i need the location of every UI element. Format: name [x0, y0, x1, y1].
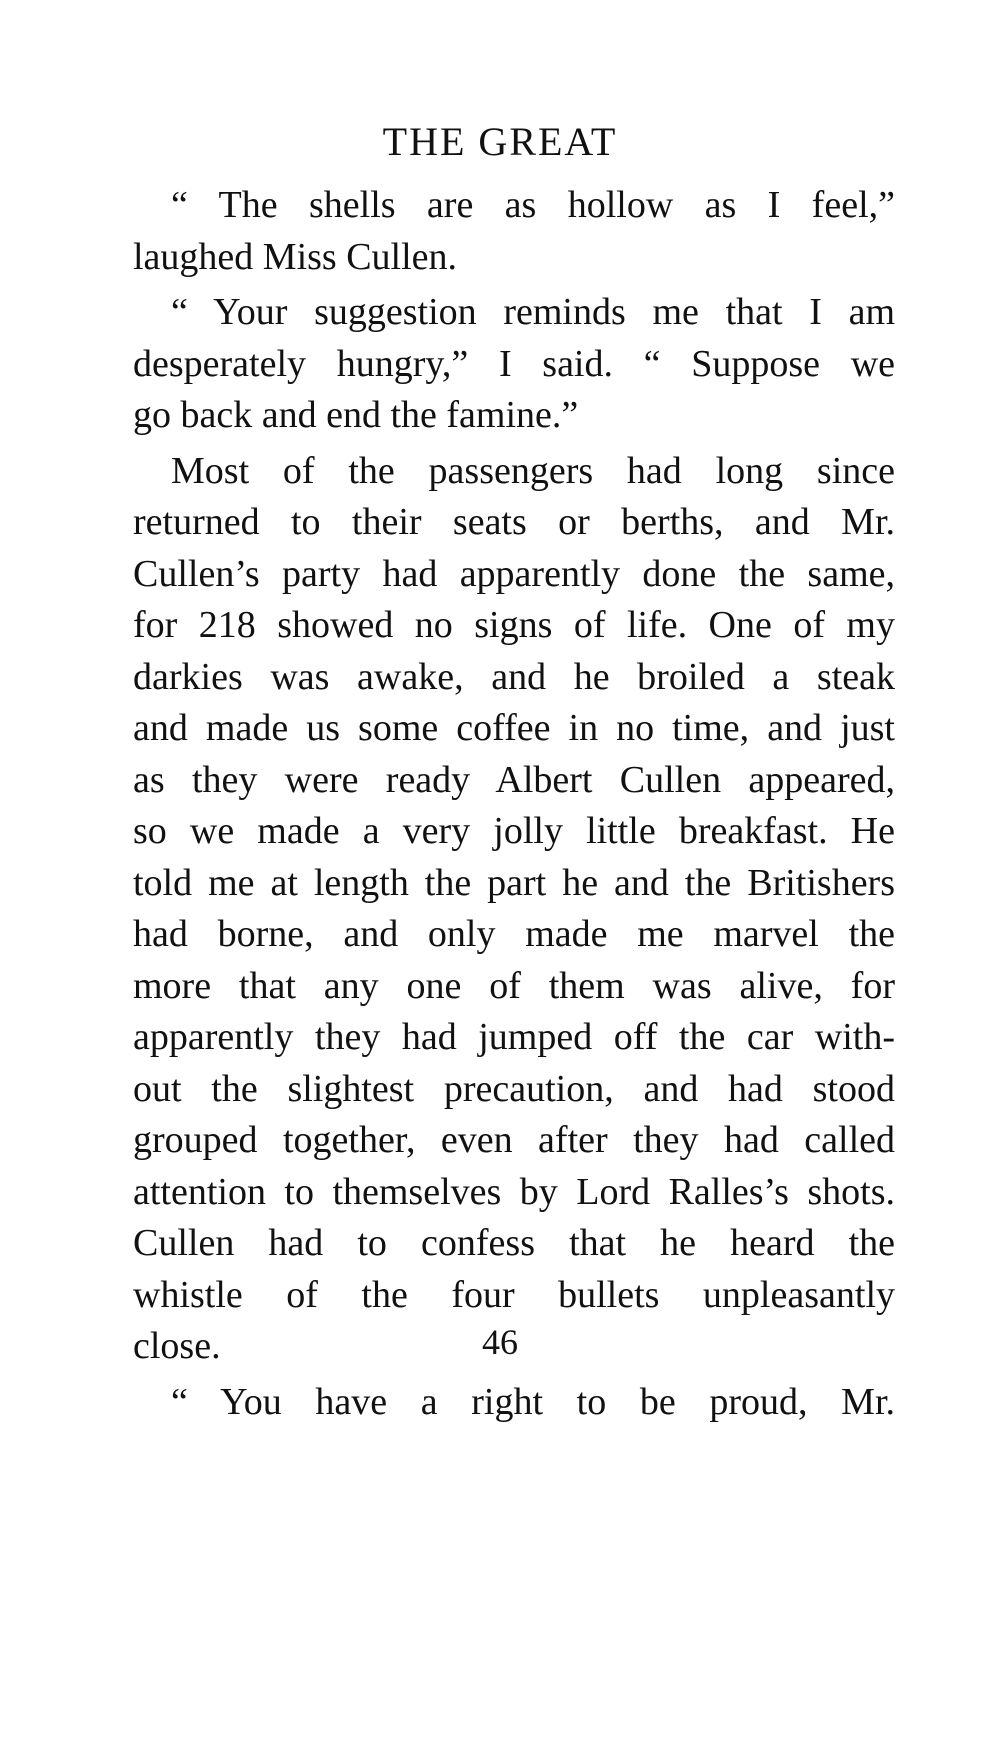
text-line: grouped together, even after they had called: [133, 1119, 895, 1161]
text-line: had borne, and only made me marvel the: [133, 913, 895, 955]
text-line: whistle of the four bullets unpleasantly: [133, 1273, 895, 1316]
text-line: close.: [133, 1325, 221, 1367]
text-line: apparently they had jumped off the car with-: [133, 1016, 895, 1058]
text-line: returned to their seats or berths, and Mr.: [133, 501, 895, 543]
text-line: “ Your suggestion reminds me that I am: [171, 291, 895, 333]
paragraph-3: [133, 446, 895, 1373]
text-line: Most of the passengers had long since: [171, 449, 895, 492]
text-line: Cullen’s party had apparently done the same,: [133, 552, 895, 595]
text-line: and made us some coffee in no time, and just: [133, 707, 895, 749]
text-line: laughed Miss Cullen.: [133, 235, 458, 278]
text-line: so we made a very jolly little breakfast. He: [133, 810, 895, 852]
text-line: out the slightest precaution, and had stood: [133, 1067, 895, 1110]
paragraph-1: [133, 180, 895, 283]
text-line: darkies was awake, and he broiled a steak: [133, 655, 895, 698]
text-line: more that any one of them was alive, for: [133, 964, 895, 1007]
text-line: attention to themselves by Lord Ralles’s shots.: [133, 1170, 895, 1213]
running-head: THE GREAT: [382, 119, 618, 164]
body-text: [133, 180, 895, 1428]
text-line: “ The shells are as hollow as I feel,”: [171, 184, 895, 226]
text-line: desperately hungry,” I said. “ Suppose we: [133, 342, 895, 385]
page-number: 46: [482, 1322, 518, 1362]
text-line: “ You have a right to be proud, Mr.: [171, 1380, 895, 1423]
paragraph-2: [133, 287, 895, 442]
text-line: told me at length the part he and the Britishers: [133, 861, 895, 904]
text-line: go back and end the famine.”: [133, 394, 579, 436]
text-line: Cullen had to confess that he heard the: [133, 1222, 895, 1264]
text-line: for 218 showed no signs of life. One of my: [133, 604, 895, 646]
text-line: as they were ready Albert Cullen appeared,: [133, 758, 895, 801]
paragraph-4: [133, 1377, 895, 1429]
